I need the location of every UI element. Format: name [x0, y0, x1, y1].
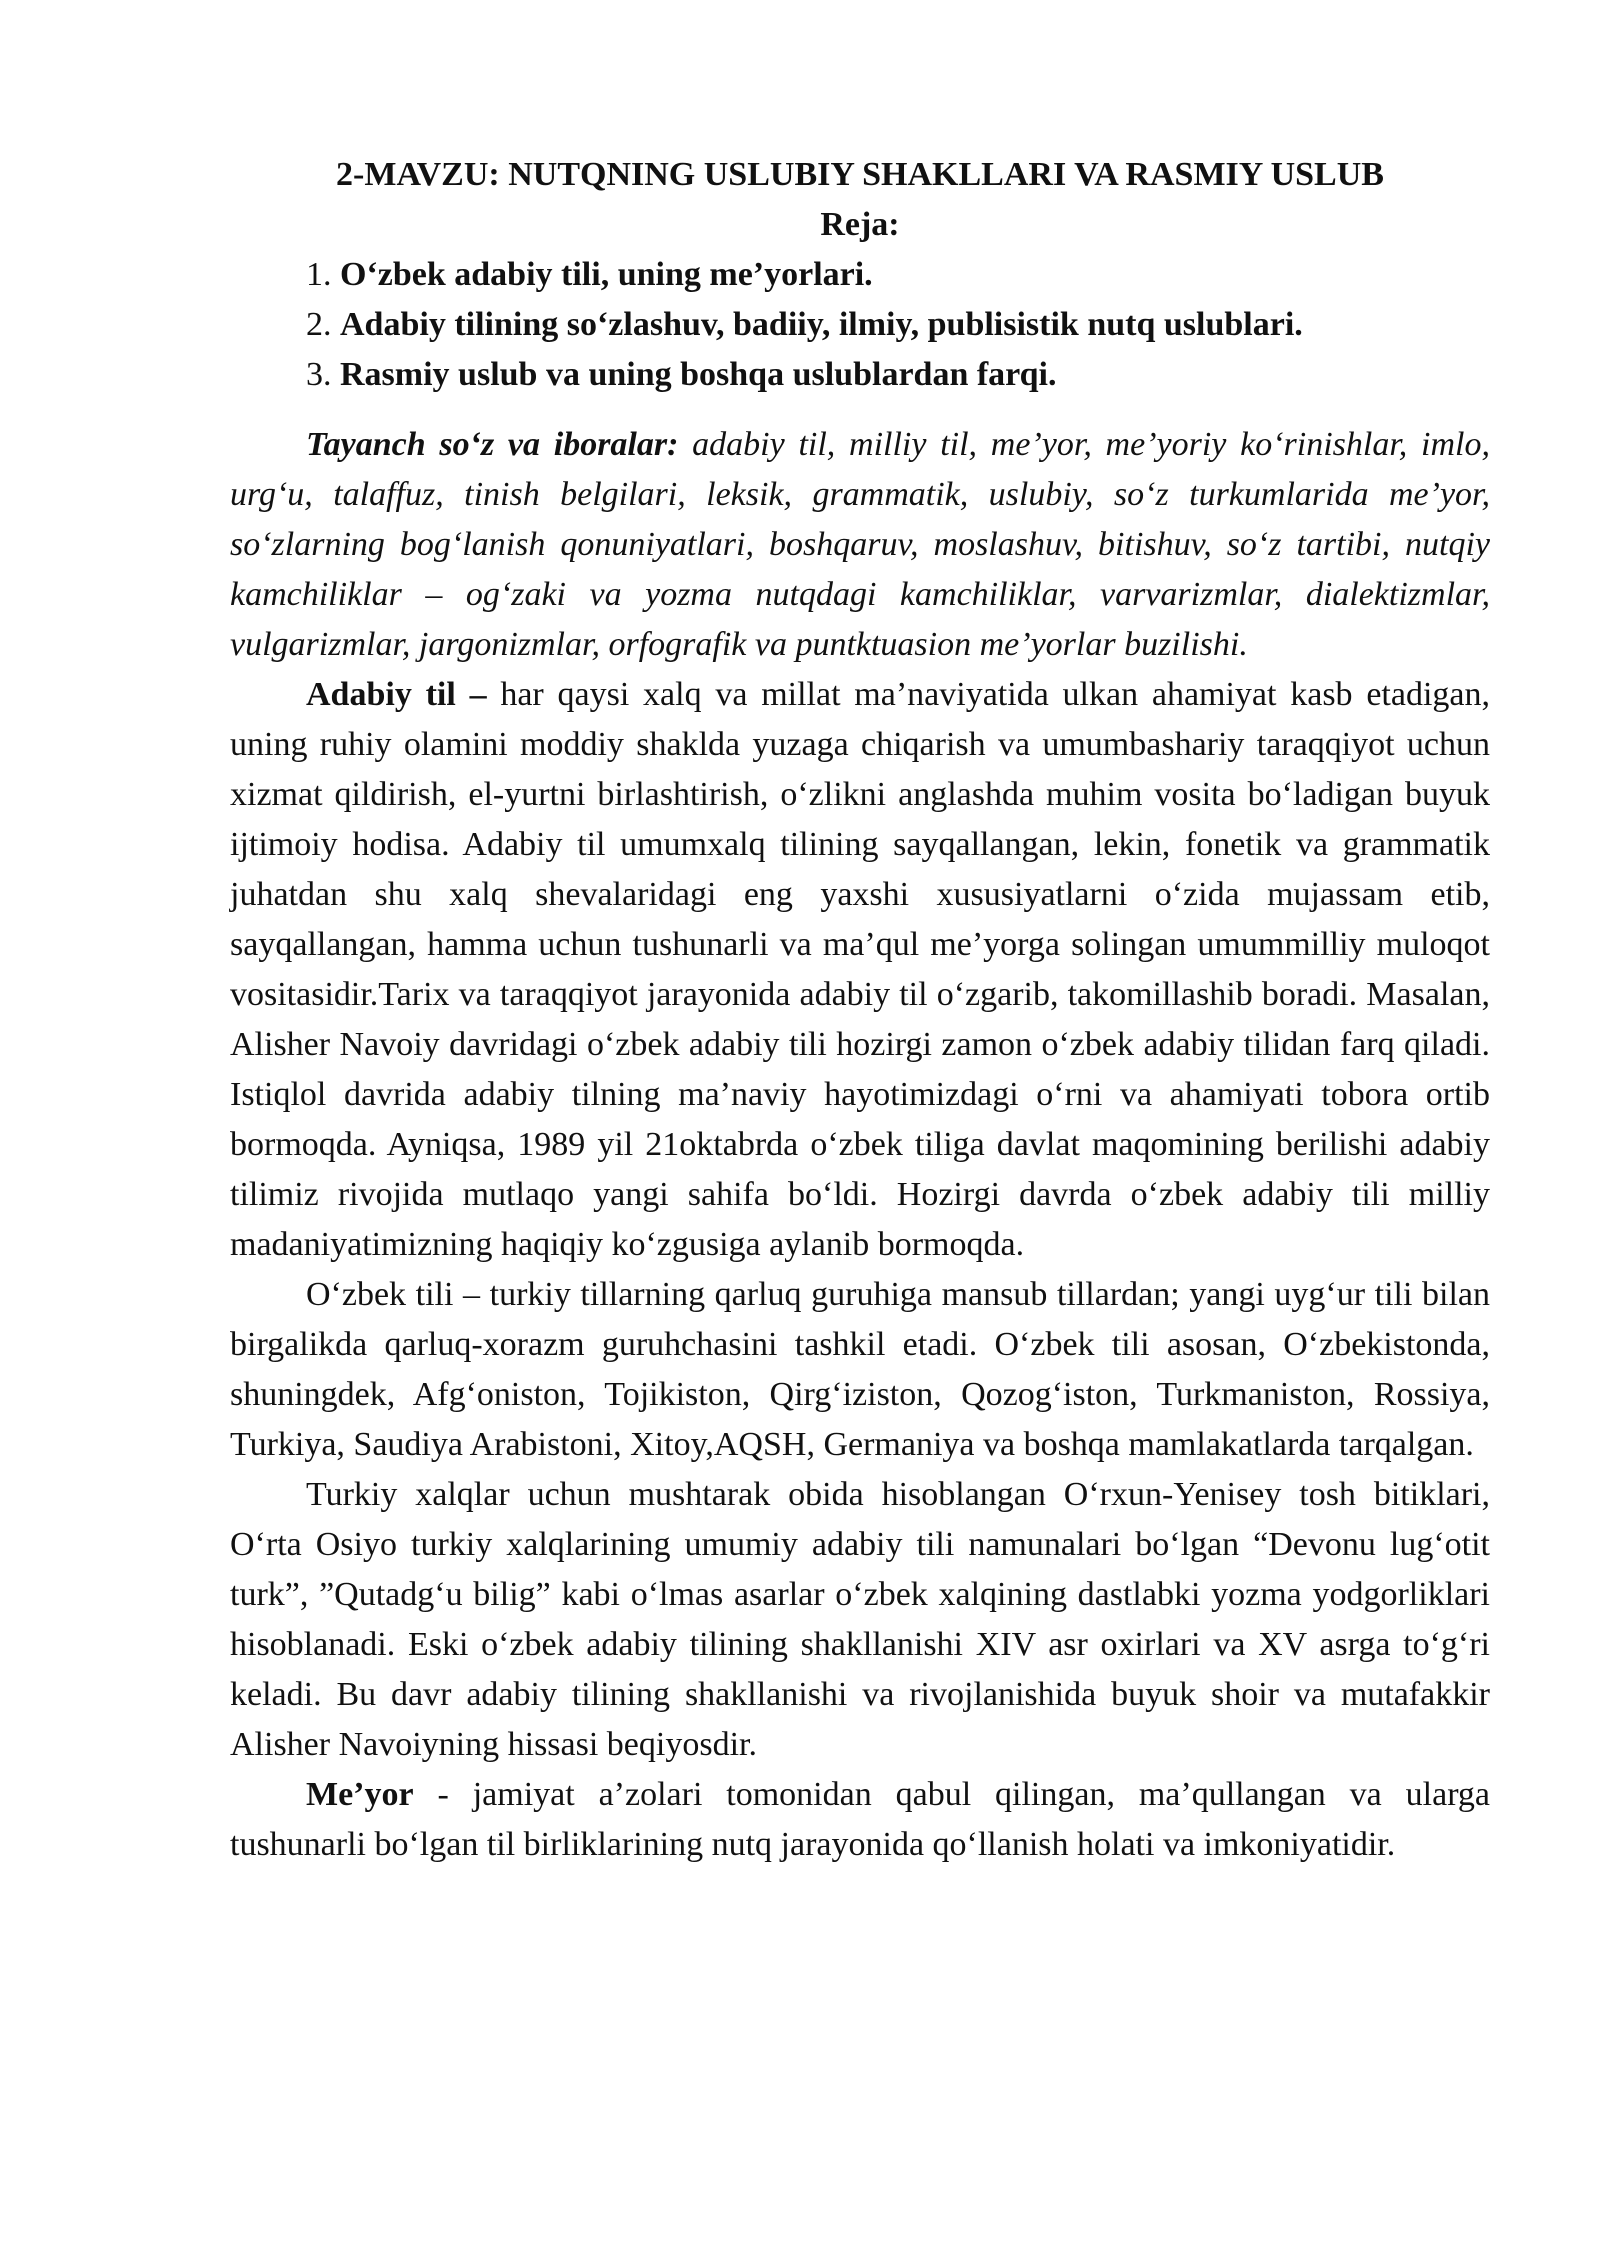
- paragraph-meyor: [230, 1770, 1490, 1870]
- paragraph-adabiy-til: [230, 670, 1490, 1270]
- paragraph-text: - jamiyat a’zolari tomonidan qabul qilingan, ma’qullangan va ularga tushunarli bo‘lgan til birliklarining nutq jarayonida qo‘llanish holati va imkoniyatidir.: [230, 1776, 1490, 1863]
- term-meyor: Me’yor: [306, 1776, 414, 1813]
- plan-item: [230, 250, 1490, 300]
- plan-item-number: 3.: [306, 356, 340, 393]
- keywords-heading: Tayanch so‘z va iboralar:: [306, 426, 679, 463]
- spacer: [230, 400, 1490, 420]
- page-title: 2-MAVZU: NUTQNING USLUBIY SHAKLLARI VA RASMIY USLUB: [336, 156, 1384, 193]
- keywords-text: adabiy til, milliy til, me’yor, me’yoriy ko‘rinishlar, imlo, urg‘u, talaffuz, tinish belgilari, leksik, grammatik, uslubiy, so‘z turkumlarida me’yor, so‘zlarning bog‘lanish qonuniyatlari, boshqaruv, moslashuv, bitishuv, so‘z tartibi, nutqiy kamchiliklar – og‘zaki va yozma nutqdagi kamchiliklar, varvarizmlar, dialektizmlar, vulgarizmlar, jargonizmlar, orfografik va puntktuasion me’yorlar buzilishi.: [230, 426, 1490, 663]
- keywords-paragraph: [230, 420, 1490, 670]
- plan-item-number: 2.: [306, 306, 340, 343]
- paragraph-ozbek-tili: O‘zbek tili – turkiy tillarning qarluq guruhiga mansub tillardan; yangi uyg‘ur tili bilan birgalikda qarluq-xorazm guruhchasini tashkil etadi. O‘zbek tili asosan, O‘zbekistonda, shuningdek, Afg‘oniston, Tojikiston, Qirg‘iziston, Qozog‘iston, Turkmaniston, Rossiya, Turkiya, Saudiya Arabistoni, Xitoy,AQSH, Germaniya va boshqa mamlakatlarda tarqalgan.: [230, 1276, 1490, 1463]
- plan-heading: Reja:: [820, 206, 900, 243]
- document-page: [230, 150, 1490, 1870]
- plan-item-text: Adabiy tilining so‘zlashuv, badiiy, ilmiy, publisistik nutq uslublari.: [340, 306, 1303, 343]
- plan-item: [230, 300, 1490, 350]
- term-adabiy-til: Adabiy til –: [306, 676, 487, 713]
- plan-item: [230, 350, 1490, 400]
- plan-item-text: O‘zbek adabiy tili, uning me’yorlari.: [340, 256, 873, 293]
- paragraph-text: har qaysi xalq va millat ma’naviyatida ulkan ahamiyat kasb etadigan, uning ruhiy olamini moddiy shaklda yuzaga chiqarish va umumbashariy taraqqiyot uchun xizmat qildirish, el-yurtni birlashtirish, o‘zlikni anglashda muhim vosita bo‘ladigan buyuk ijtimoiy hodisa. Adabiy til umumxalq tilining sayqallangan, lekin, fonetik va grammatik juhatdan shu xalq shevalaridagi eng yaxshi xususiyatlarni o‘zida mujassam etib, sayqallangan, hamma uchun tushunarli va ma’qul me’yorga solingan umummilliy muloqot vositasidir.Tarix va taraqqiyot jarayonida adabiy til o‘zgarib, takomillashib boradi. Masalan, Alisher Navoiy davridagi o‘zbek adabiy tili hozirgi zamon o‘zbek adabiy tilidan farq qiladi. Istiqlol davrida adabiy tilning ma’naviy hayotimizdagi o‘rni va ahamiyati tobora ortib bormoqda. Ayniqsa, 1989 yil 21oktabrda o‘zbek tiliga davlat maqomining berilishi adabiy tilimiz rivojida mutlaqo yangi sahifa bo‘ldi. Hozirgi davrda o‘zbek adabiy tili milliy madaniyatimizning haqiqiy ko‘zgusiga aylanib bormoqda.: [230, 676, 1490, 1263]
- plan-item-number: 1.: [306, 256, 340, 293]
- plan-item-text: Rasmiy uslub va uning boshqa uslublardan farqi.: [340, 356, 1057, 393]
- paragraph-turkiy-xalqlar: Turkiy xalqlar uchun mushtarak obida hisoblangan O‘rxun-Yenisey tosh bitiklari, O‘rta Osiyo turkiy xalqlarining umumiy adabiy tili namunalari bo‘lgan “Devonu lug‘otit turk”, ”Qutadg‘u bilig” kabi o‘lmas asarlar o‘zbek xalqining dastlabki yozma yodgorliklari hisoblanadi. Eski o‘zbek adabiy tilining shakllanishi XIV asr oxirlari va XV asrga to‘g‘ri keladi. Bu davr adabiy tilining shakllanishi va rivojlanishida buyuk shoir va mutafakkir Alisher Navoiyning hissasi beqiyosdir.: [230, 1476, 1490, 1763]
- plan-list: [230, 250, 1490, 400]
